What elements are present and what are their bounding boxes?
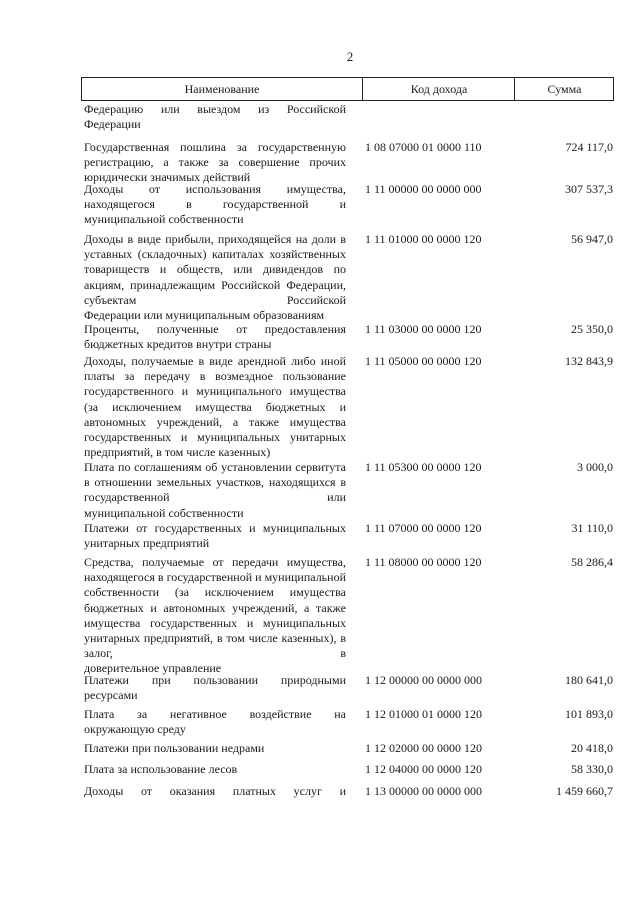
name-line: (за исключением имущества бюджетных и bbox=[84, 399, 346, 414]
row-amount: 58 286,4 bbox=[571, 555, 613, 569]
row-name bbox=[84, 354, 346, 460]
name-line: Проценты, полученные от предоставления bbox=[84, 322, 346, 336]
name-line: Федерации или муниципальным образованиям bbox=[84, 308, 325, 323]
row-name bbox=[84, 140, 346, 186]
name-line: унитарных предприятий bbox=[84, 536, 210, 551]
name-line: Плата по соглашениям об установлении bbox=[84, 460, 292, 474]
name-line: окружающую среду bbox=[84, 722, 186, 737]
row-amount: 20 418,0 bbox=[571, 741, 613, 755]
name-line: предприятий, в том числе казенных) bbox=[84, 445, 271, 460]
name-line: находящегося в государственной и bbox=[84, 197, 346, 212]
row-code: 1 11 03000 00 0000 120 bbox=[365, 322, 482, 336]
row-amount: 180 641,0 bbox=[565, 673, 613, 687]
name-line: муниципальной собственности bbox=[84, 212, 244, 227]
row-amount: 307 537,3 bbox=[565, 182, 613, 196]
row-code: 1 13 00000 00 0000 000 bbox=[365, 784, 482, 798]
name-line: государственных и муниципальных унитарных bbox=[84, 615, 347, 646]
name-line: Средства, получаемые от передачи имущества, bbox=[84, 555, 346, 569]
row-code: 1 11 05300 00 0000 120 bbox=[365, 460, 482, 474]
name-line: Платежи при пользовании природными bbox=[84, 673, 346, 687]
name-line: платы за передачу в возмездное пользование bbox=[84, 369, 346, 384]
name-line: находящихся в государственной или bbox=[84, 475, 346, 505]
row-name bbox=[84, 555, 346, 677]
name-line: Платежи при пользовании недрами bbox=[84, 741, 265, 755]
row-code: 1 11 01000 00 0000 120 bbox=[365, 232, 482, 246]
name-line: Доходы, получаемые в виде арендной либо иной bbox=[84, 354, 346, 368]
row-amount: 3 000,0 bbox=[577, 460, 613, 474]
name-line: бюджетных кредитов внутри страны bbox=[84, 337, 272, 352]
header-amount: Сумма bbox=[514, 78, 614, 100]
row-name bbox=[84, 232, 346, 323]
row-code: 1 11 00000 00 0000 000 bbox=[365, 182, 482, 196]
name-line: регистрацию, а также за совершение прочих bbox=[84, 155, 346, 170]
name-line: государственного и муниципального имущества bbox=[84, 384, 346, 399]
name-line: муниципальной собственности bbox=[84, 505, 244, 520]
row-amount: 58 330,0 bbox=[571, 762, 613, 776]
name-line: Федерацию или выездом из Российской bbox=[84, 102, 346, 116]
name-line: Российской Федерации, субъектам Российской bbox=[84, 277, 346, 307]
name-line: Доходы в виде прибыли, приходящейся на доли bbox=[84, 232, 337, 246]
name-line: ресурсами bbox=[84, 688, 138, 703]
name-line: государственных и муниципальных унитарных bbox=[84, 430, 346, 445]
row-amount: 724 117,0 bbox=[565, 140, 613, 154]
row-code: 1 12 01000 01 0000 120 bbox=[365, 707, 482, 721]
row-name bbox=[84, 707, 346, 737]
row-name bbox=[84, 102, 346, 132]
name-line: в уставных (складочных) капиталах bbox=[84, 232, 346, 262]
name-line: предприятий, в том числе казенных), в залог, в bbox=[84, 631, 346, 661]
row-code: 1 12 00000 00 0000 000 bbox=[365, 673, 482, 687]
name-line: Федерации bbox=[84, 117, 141, 132]
name-line: Платежи от государственных и муниципальных bbox=[84, 521, 346, 535]
row-name bbox=[84, 673, 346, 703]
name-line: Плата за негативное воздействие на bbox=[84, 707, 346, 721]
row-code: 1 11 07000 00 0000 120 bbox=[365, 521, 482, 535]
row-amount: 1 459 660,7 bbox=[556, 784, 613, 798]
row-code: 1 08 07000 01 0000 110 bbox=[365, 140, 482, 154]
table-header bbox=[81, 77, 614, 101]
row-code: 1 12 04000 00 0000 120 bbox=[365, 762, 482, 776]
name-line: автономных учреждений, а также имущества bbox=[84, 414, 346, 429]
row-amount: 31 110,0 bbox=[571, 521, 613, 535]
header-code: Код дохода bbox=[362, 78, 515, 100]
row-amount: 25 350,0 bbox=[571, 322, 613, 336]
row-name bbox=[84, 182, 346, 228]
page-number: 2 bbox=[346, 49, 354, 64]
row-name bbox=[84, 784, 346, 799]
name-line: учреждений, а также имущества bbox=[84, 600, 347, 630]
name-line: хозяйственных товариществ и обществ, или bbox=[84, 247, 346, 277]
name-line: юридически значимых действий bbox=[84, 170, 251, 185]
row-amount: 101 893,0 bbox=[565, 707, 613, 721]
header-name: Наименование bbox=[184, 82, 260, 96]
row-amount: 132 843,9 bbox=[565, 354, 613, 368]
row-code: 1 11 05000 00 0000 120 bbox=[365, 354, 482, 368]
name-line: Доходы от использования имущества, bbox=[84, 182, 346, 196]
name-line: доверительное управление bbox=[84, 661, 222, 676]
row-name bbox=[84, 762, 346, 777]
row-name bbox=[84, 322, 346, 352]
name-line: имущества бюджетных и автономных bbox=[84, 585, 346, 615]
name-line: сервитута в отношении земельных участков, bbox=[84, 460, 346, 490]
name-line: Доходы от оказания платных услуг и bbox=[84, 784, 346, 798]
row-amount: 56 947,0 bbox=[571, 232, 613, 246]
row-name bbox=[84, 521, 346, 551]
name-line: Государственная пошлина за государственную bbox=[84, 140, 346, 154]
name-line: дивидендов по акциям, принадлежащим bbox=[84, 262, 346, 292]
row-code: 1 12 02000 00 0000 120 bbox=[365, 741, 482, 755]
row-name bbox=[84, 741, 346, 756]
name-line: находящегося в государственной и bbox=[84, 570, 262, 585]
row-code: 1 11 08000 00 0000 120 bbox=[365, 555, 482, 569]
row-name bbox=[84, 460, 346, 521]
name-line: Плата за использование лесов bbox=[84, 762, 238, 776]
name-line: муниципальной собственности (за исключением bbox=[84, 570, 347, 600]
